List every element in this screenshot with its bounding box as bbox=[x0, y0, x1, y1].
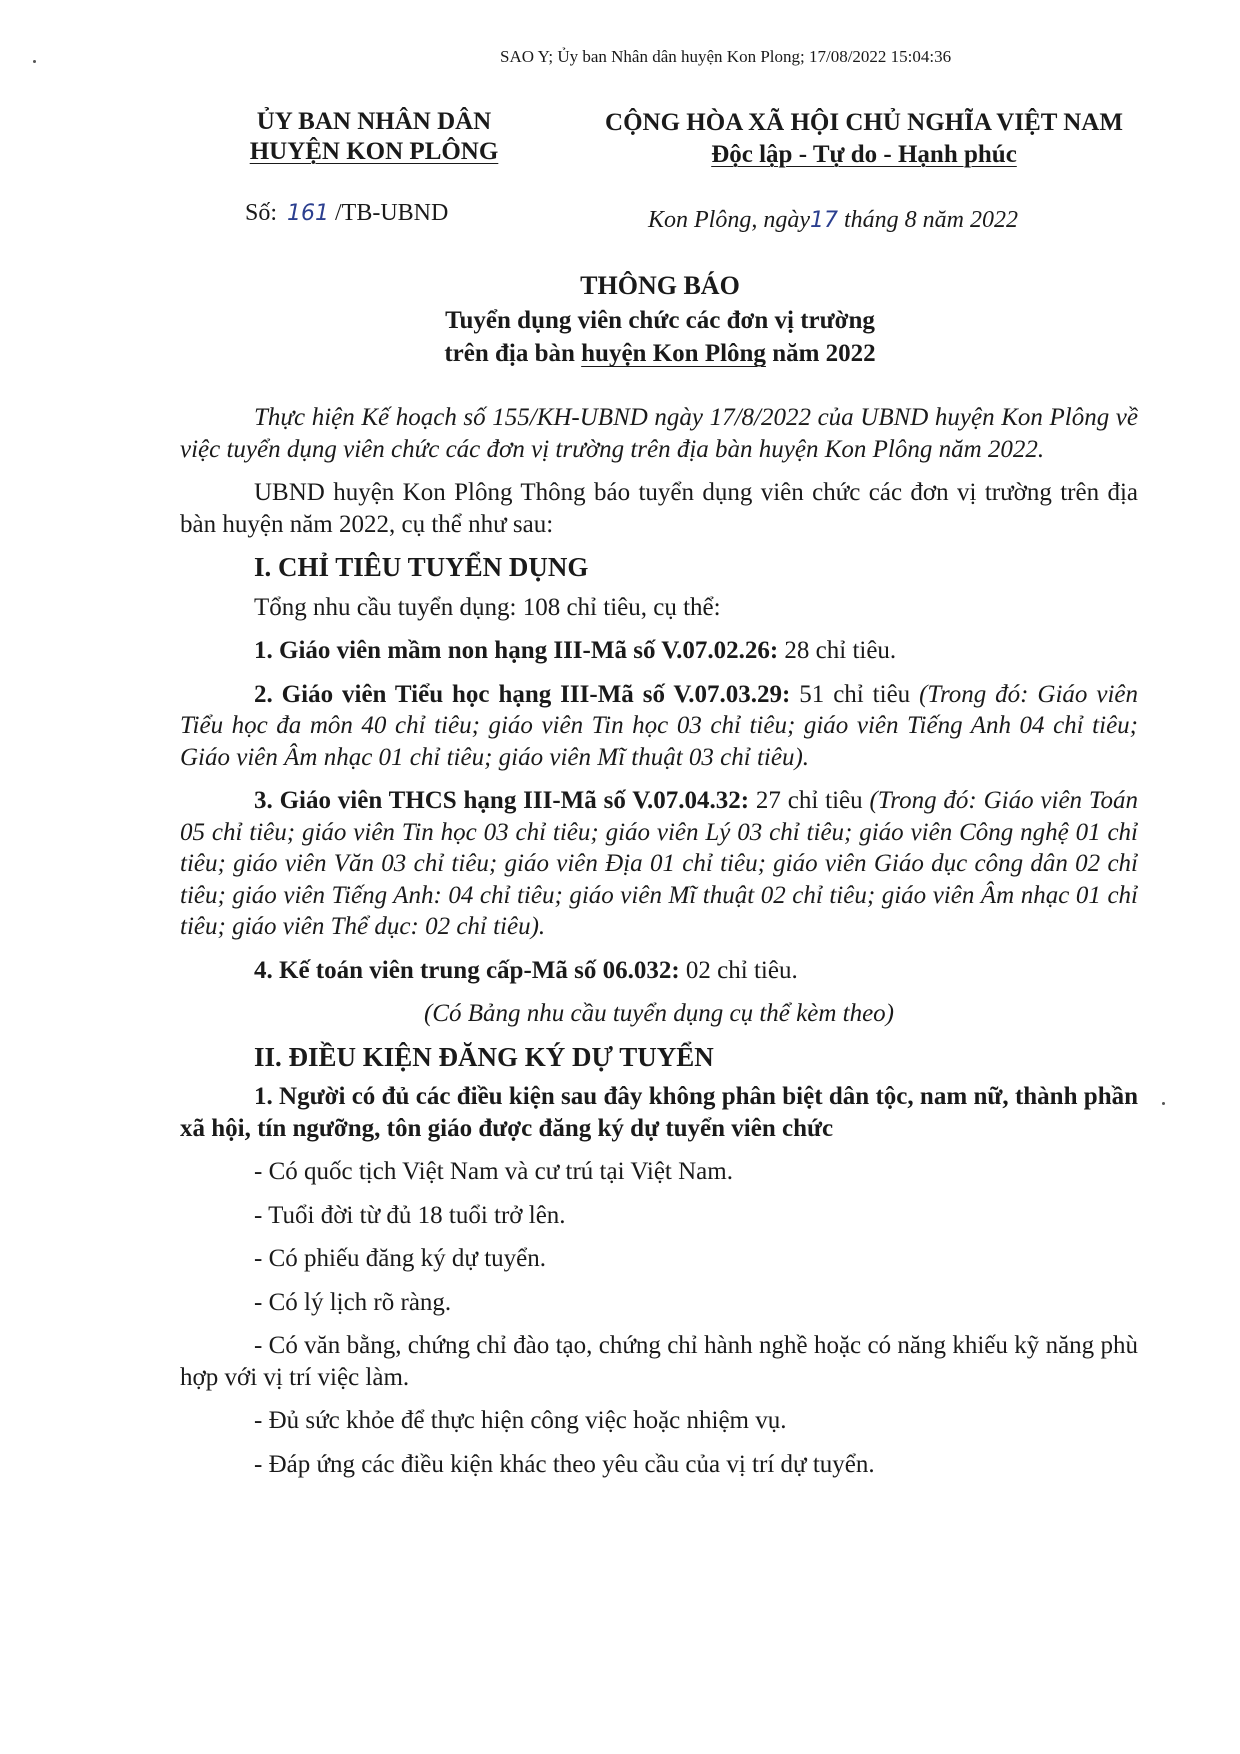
quota-item-1 bbox=[180, 635, 1138, 667]
condition-item: - Tuổi đời từ đủ 18 tuổi trở lên. bbox=[254, 1201, 566, 1229]
scan-speck bbox=[33, 60, 36, 63]
nation-name: CỘNG HÒA XÃ HỘI CHỦ NGHĨA VIỆT NAM bbox=[605, 109, 1123, 136]
doc-number-suffix: /TB-UBND bbox=[335, 200, 449, 226]
date-suffix: tháng 8 năm 2022 bbox=[844, 207, 1018, 233]
title-line3-a: trên địa bàn bbox=[444, 340, 582, 367]
section1-heading: I. CHỈ TIÊU TUYỂN DỤNG bbox=[254, 552, 589, 582]
org-line1: ỦY BAN NHÂN DÂN bbox=[256, 108, 492, 135]
item1-title: 1. Giáo viên mầm non hạng III-Mã số V.07.02.26: bbox=[254, 637, 779, 664]
title-subject-line1: Tuyển dụng viên chức các đơn vị trường bbox=[445, 307, 875, 334]
title-subject-line2 bbox=[180, 337, 1140, 370]
national-header bbox=[578, 107, 1150, 171]
date-prefix: Kon Plông, ngày bbox=[648, 207, 810, 233]
issuing-authority bbox=[230, 107, 518, 167]
doc-number-prefix: Số: bbox=[245, 200, 278, 226]
item3-title: 3. Giáo viên THCS hạng III-Mã số V.07.04.32: bbox=[254, 787, 750, 814]
title-line3-b: huyện Kon Plông bbox=[581, 340, 766, 367]
quota-item-3 bbox=[180, 785, 1138, 943]
title-type: THÔNG BÁO bbox=[580, 271, 740, 300]
title-line3-c: năm 2022 bbox=[765, 340, 876, 367]
date-line bbox=[648, 207, 1018, 234]
item2-detail: (Trong đó: Giáo viên Tiểu học đa môn 40 chỉ tiêu; giáo viên Tin học 03 chỉ tiêu; giáo viên Tiếng Anh 04 chỉ tiêu; Giáo viên Âm nhạc 01 chỉ tiêu; giáo viên Mĩ thuật 03 chỉ tiêu). bbox=[180, 680, 1138, 771]
item4-count: 02 chỉ tiêu. bbox=[679, 956, 798, 984]
item1-count: 28 chỉ tiêu. bbox=[778, 637, 897, 664]
item2-title: 2. Giáo viên Tiểu học hạng III-Mã số V.07.03.29: bbox=[254, 680, 791, 708]
item3-count: 27 chỉ tiêu bbox=[749, 787, 870, 814]
document-number bbox=[245, 200, 448, 227]
announcement-paragraph: UBND huyện Kon Plông Thông báo tuyển dụng viên chức các đơn vị trường trên địa bàn huyện năm 2022, cụ thể như sau: bbox=[180, 479, 1138, 538]
intro-paragraph: Thực hiện Kế hoạch số 155/KH-UBND ngày 17/8/2022 của UBND huyện Kon Plông về việc tuyển dụng viên chức các đơn vị trường trên địa bàn huyện Kon Plông năm 2022. bbox=[180, 404, 1138, 463]
quota-item-4 bbox=[180, 955, 1138, 987]
attached-table-note: (Có Bảng nhu cầu tuyển dụng cụ thể kèm theo) bbox=[423, 1000, 894, 1027]
section2-heading: II. ĐIỀU KIỆN ĐĂNG KÝ DỰ TUYỂN bbox=[254, 1041, 714, 1072]
document-body bbox=[180, 402, 1138, 1492]
condition-item: - Có phiếu đăng ký dự tuyển. bbox=[254, 1245, 546, 1272]
condition-item: - Có lý lịch rõ ràng. bbox=[254, 1288, 452, 1316]
document-title bbox=[180, 268, 1140, 370]
conditions-heading: 1. Người có đủ các điều kiện sau đây không phân biệt dân tộc, nam nữ, thành phần xã hội, tín ngưỡng, tôn giáo được đăng ký dự tuyển viên chức bbox=[180, 1083, 1138, 1142]
doc-number-handwritten: 161 bbox=[287, 201, 330, 226]
quota-item-2 bbox=[180, 679, 1138, 774]
date-day-handwritten: 17 bbox=[810, 208, 838, 233]
item2-count: 51 chỉ tiêu bbox=[790, 680, 920, 708]
condition-item: - Đủ sức khỏe để thực hiện công việc hoặc nhiệm vụ. bbox=[254, 1407, 787, 1434]
condition-item: - Có quốc tịch Việt Nam và cư trú tại Việt Nam. bbox=[254, 1158, 733, 1185]
copy-stamp: SAO Y; Ủy ban Nhân dân huyện Kon Plong; 17/08/2022 15:04:36 bbox=[500, 47, 952, 66]
national-motto: Độc lập - Tự do - Hạnh phúc bbox=[711, 141, 1017, 168]
total-quota: Tổng nhu cầu tuyển dụng: 108 chỉ tiêu, cụ thể: bbox=[254, 593, 721, 621]
condition-item: - Có văn bằng, chứng chỉ đào tạo, chứng chỉ hành nghề hoặc có năng khiếu kỹ năng phù hợp với vị trí việc làm. bbox=[180, 1332, 1138, 1391]
scan-speck bbox=[1162, 1102, 1165, 1105]
org-line2: HUYỆN KON PLÔNG bbox=[249, 138, 499, 165]
condition-item: - Đáp ứng các điều kiện khác theo yêu cầu của vị trí dự tuyển. bbox=[254, 1450, 875, 1478]
item4-title: 4. Kế toán viên trung cấp-Mã số 06.032: bbox=[254, 956, 680, 984]
item3-detail: (Trong đó: Giáo viên Toán 05 chỉ tiêu; giáo viên Tin học 03 chỉ tiêu; giáo viên Lý 03 chỉ tiêu; giáo viên Công nghệ 01 chỉ tiêu; giáo viên Văn 03 chỉ tiêu; giáo viên Địa 01 chỉ tiêu; giáo viên Giáo dục công dân 02 chỉ tiêu; giáo viên Tiếng Anh: 04 chỉ tiêu; giáo viên Mĩ thuật 02 chỉ tiêu; giáo viên Âm nhạc 01 chỉ tiêu; giáo viên Thể dục: 02 chỉ tiêu). bbox=[180, 787, 1138, 940]
